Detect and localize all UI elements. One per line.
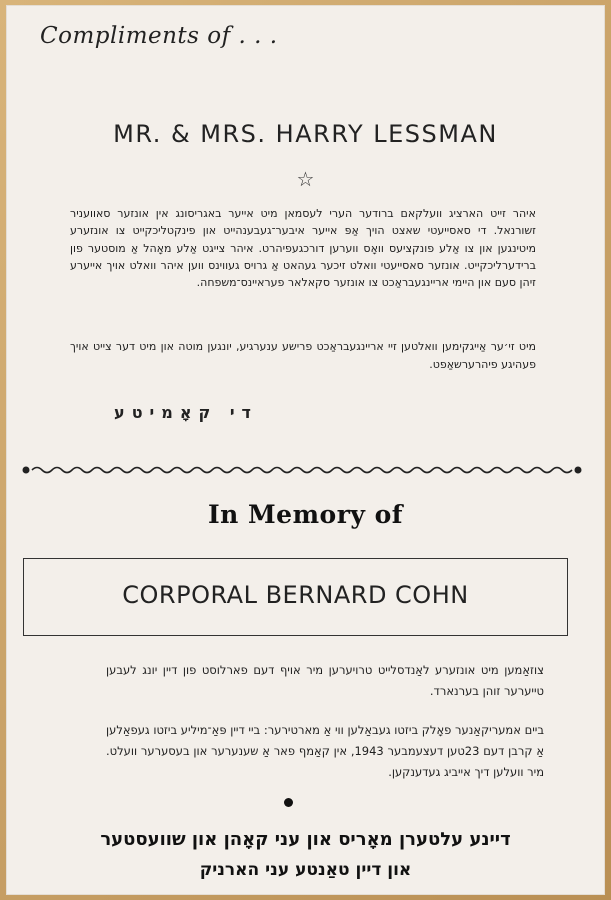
tribute-paragraph-2: מיט זי׳ער אַייגקימען וואלטען זיי אריינגעבראַכט פרישע ענערגיע, יונגען מוטה און מיט דער צייט אויך פעהיגע פיהרערשאַפט.: [70, 340, 536, 371]
program-page: [6, 5, 605, 895]
donor-names: MR. & MRS. HARRY LESSMAN: [113, 120, 498, 148]
committee-signature: די קאָמיטע: [114, 403, 258, 422]
family-signature-line-2: און דיין טאַנטע עני הארניק: [199, 860, 412, 880]
memorial-paragraph-1: צוזאַמען מיט אונזערע לאַנדסלייט טרויערען מיר אויף דעם פארלוסט פון דיין יונג לעבען טייערער זוהן בערנארד.: [106, 663, 544, 698]
memorial-heading: In Memory of: [207, 500, 404, 529]
ornamental-divider: [22, 463, 582, 477]
memorial-paragraph-2: ביים אמעריקאַנער פאָלק ביזטו געבאַלען ווי אַ מארטירער: ביי דיין פּאַ־מיליע ביזטו געפאַלען אַ קרבן דעם 23טען דעצעמבער 1943, אין קאַמף פאר אַ שענערער און בעסערער וועלט. מיר וועלען דיך אייביג געדענקען.: [106, 723, 545, 779]
compliments-heading: Compliments of . . .: [40, 23, 278, 49]
memorial-name-box: [23, 558, 568, 636]
bullet-dot: [284, 798, 293, 807]
memorial-name: CORPORAL BERNARD COHN: [122, 581, 469, 609]
tribute-paragraph-1: איהר זייט הארציג וועלקאם ברודער הערי לעסמאן מיט אייער באגריסונג אין אונזער סאוועניר זשורנאל. די סאסייעטי שאצט הויך אַפּ אייער איבער־געבענהייט און פינקטליכקייט צו אונזערע מיטינגען און צו אַלע פונקציעס וואָס ווערען דורכגעפיהרט. איהר צייגט אַלע מאָהל אַ מוסטער פון ברידערליכקייט. אונזער סאסייעטי וואלט זיכער געהאט אַ גרויס געווינס ווען איהר וואלט אויך אייערע זיהן סעם און היימי אריינגעבראַכט צו אונזער סקאלאר פעראיינס־משפחה.: [70, 207, 536, 290]
family-signature-line-1: דיינע עלטערן מאָריס און עני קאָהן און שוועסטער: [100, 829, 511, 850]
star-icon: ☆: [296, 167, 315, 191]
